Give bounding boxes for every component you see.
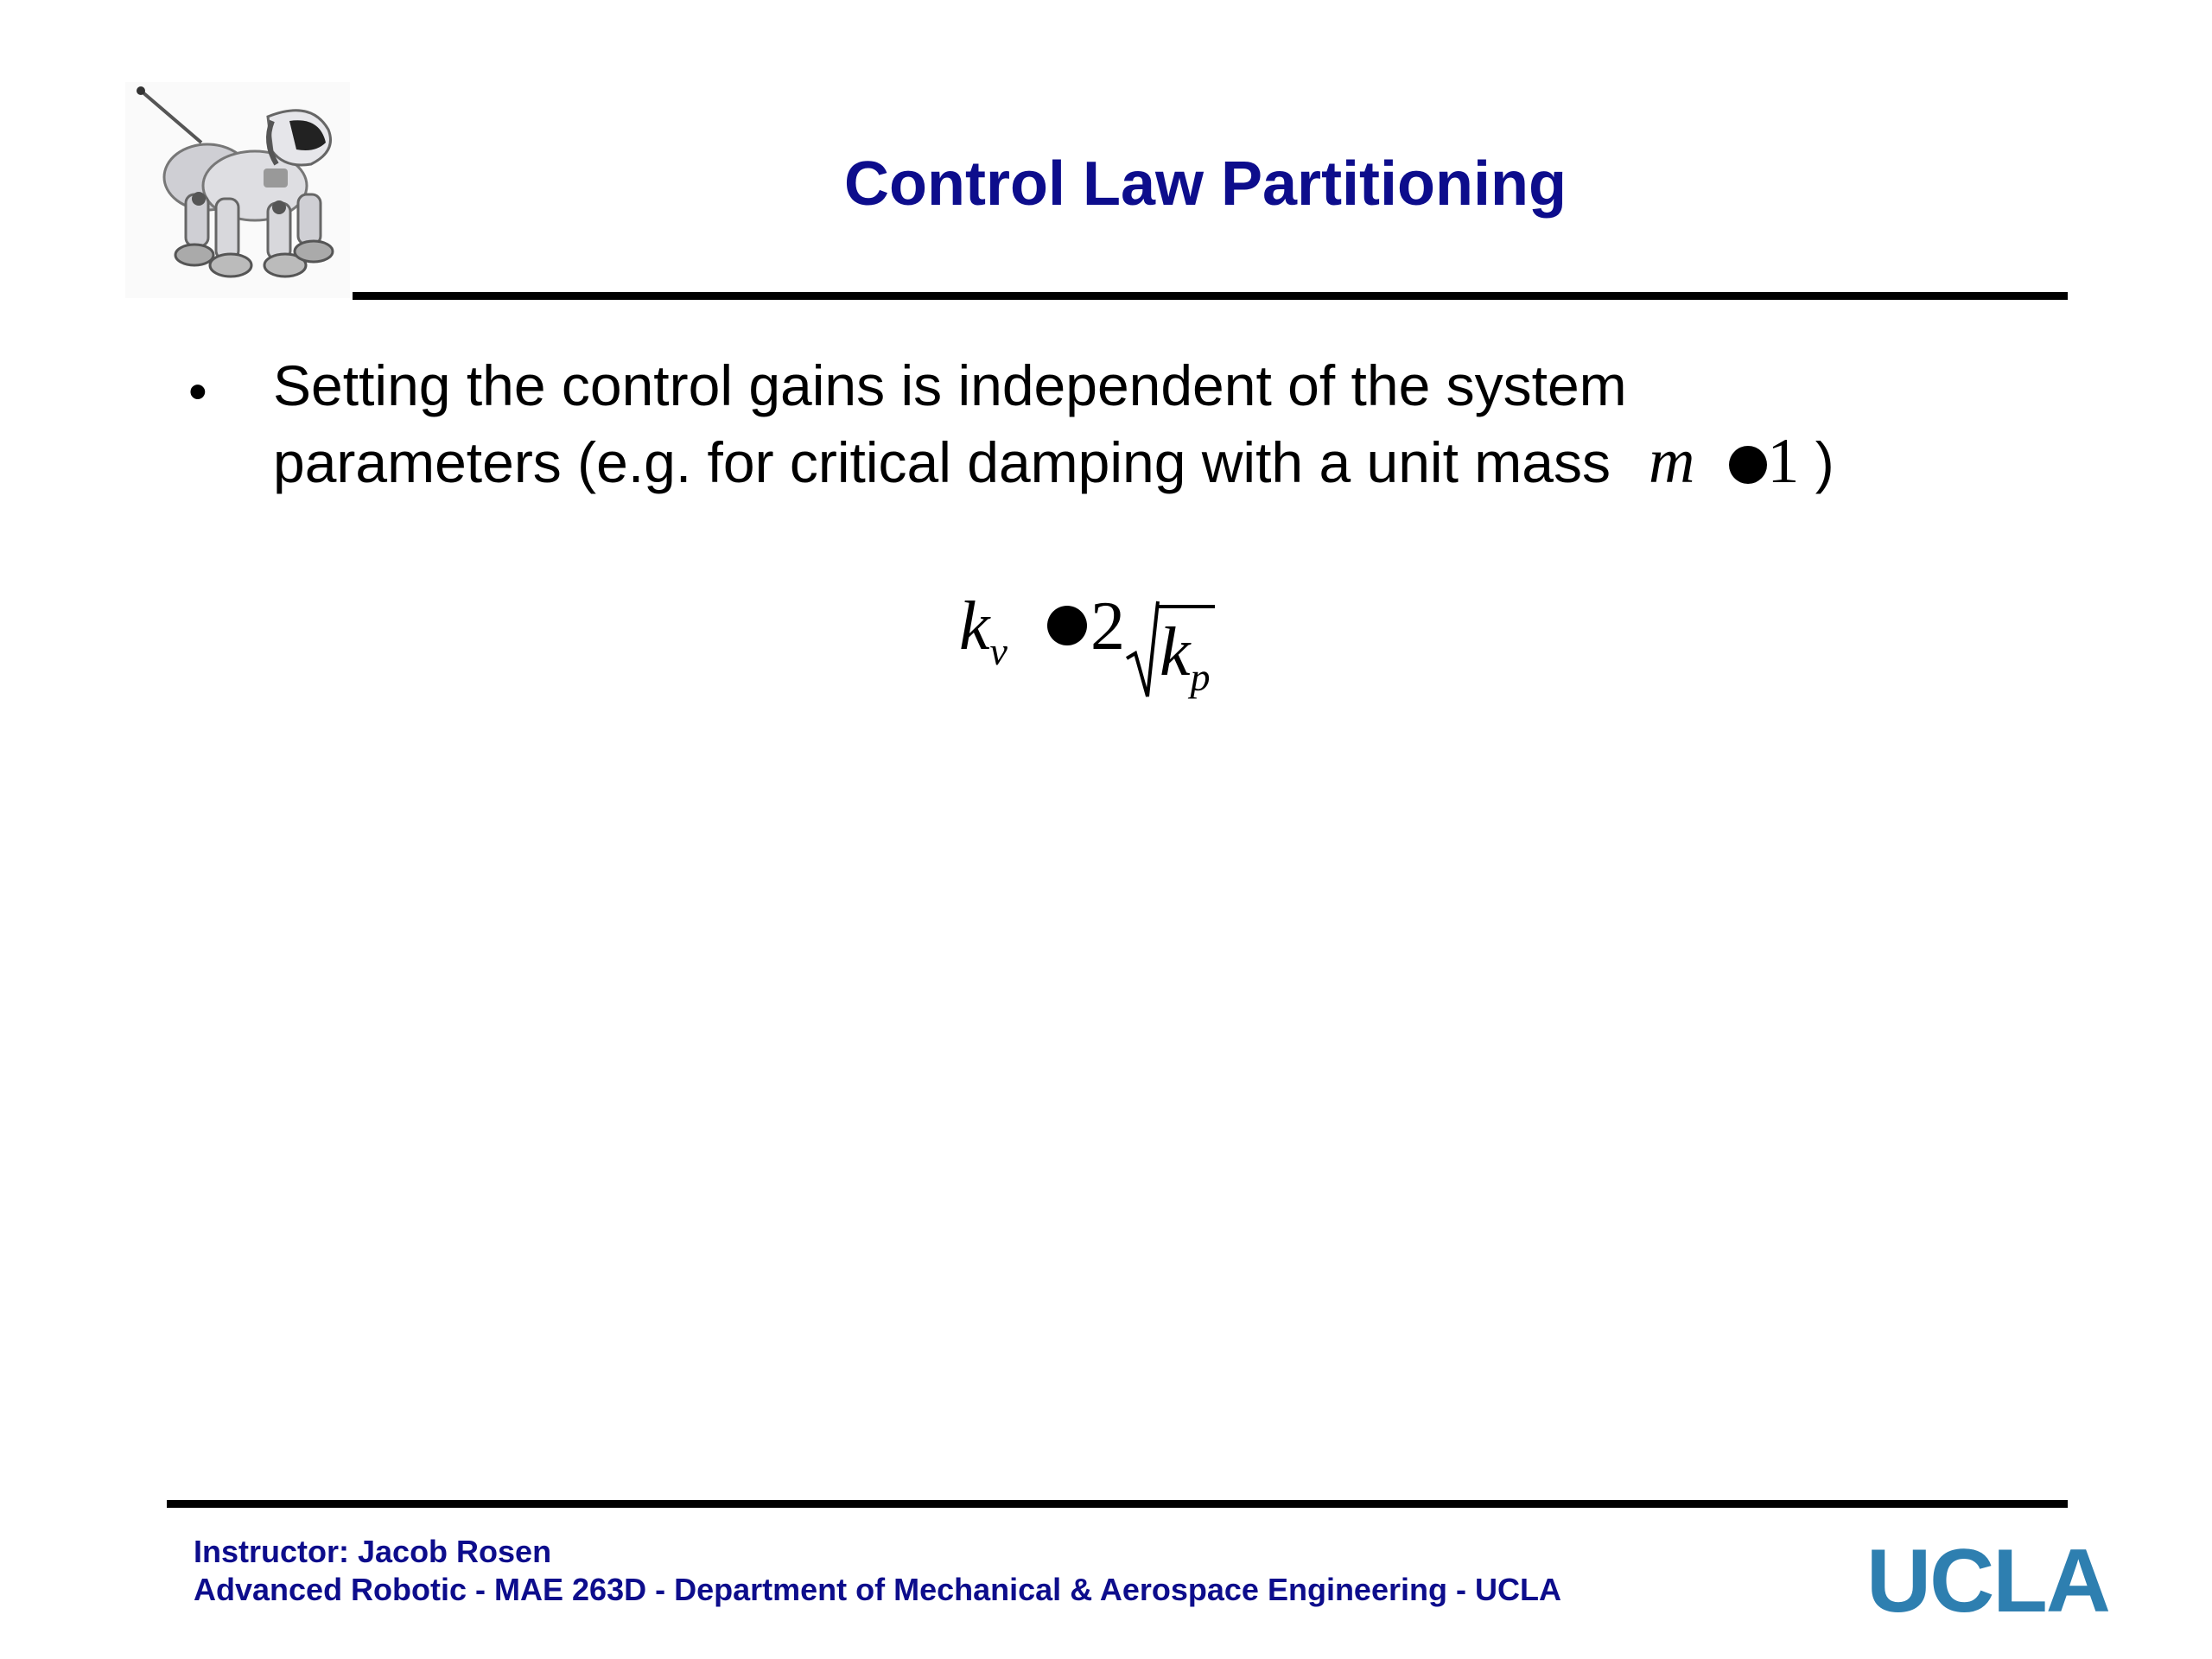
mass-variable: m [1648, 426, 1695, 497]
ucla-logo: UCLA [1866, 1531, 2109, 1631]
equals-dot-icon [1729, 446, 1767, 484]
formula-lhs-subscript: v [989, 629, 1007, 673]
equals-dot-icon [1047, 606, 1087, 645]
footer-divider [167, 1500, 2068, 1508]
radicand [1158, 605, 1216, 700]
close-paren: ) [1815, 430, 1834, 494]
formula-lhs: k [959, 588, 990, 664]
square-root [1125, 598, 1216, 700]
bullet-text [273, 347, 2001, 500]
title-divider [353, 292, 2068, 300]
bullet-line-1: Setting the control gains is independent of the system [273, 353, 1627, 417]
footer-instructor: Instructor: Jacob Rosen [194, 1534, 552, 1569]
formula-coefficient: 2 [1090, 588, 1125, 664]
footer-course: Advanced Robotic - MAE 263D - Department of Mechanical & Aerospace Engineering - UCLA [194, 1572, 1561, 1607]
bullet-line-2 [273, 423, 2001, 500]
unit-mass-math [1648, 426, 1800, 497]
bullet-dot-icon: • [188, 362, 207, 422]
radical-sign-icon [1125, 598, 1160, 700]
bullet-line-2-text: parameters (e.g. for critical damping with a unit mass [273, 430, 1611, 494]
radicand-subscript: p [1190, 655, 1211, 699]
slide-title: Control Law Partitioning [844, 149, 1567, 219]
robot-dog-image [125, 82, 350, 298]
radicand-variable: k [1159, 614, 1191, 690]
mass-value: 1 [1767, 426, 1800, 497]
damping-formula [959, 588, 1215, 709]
